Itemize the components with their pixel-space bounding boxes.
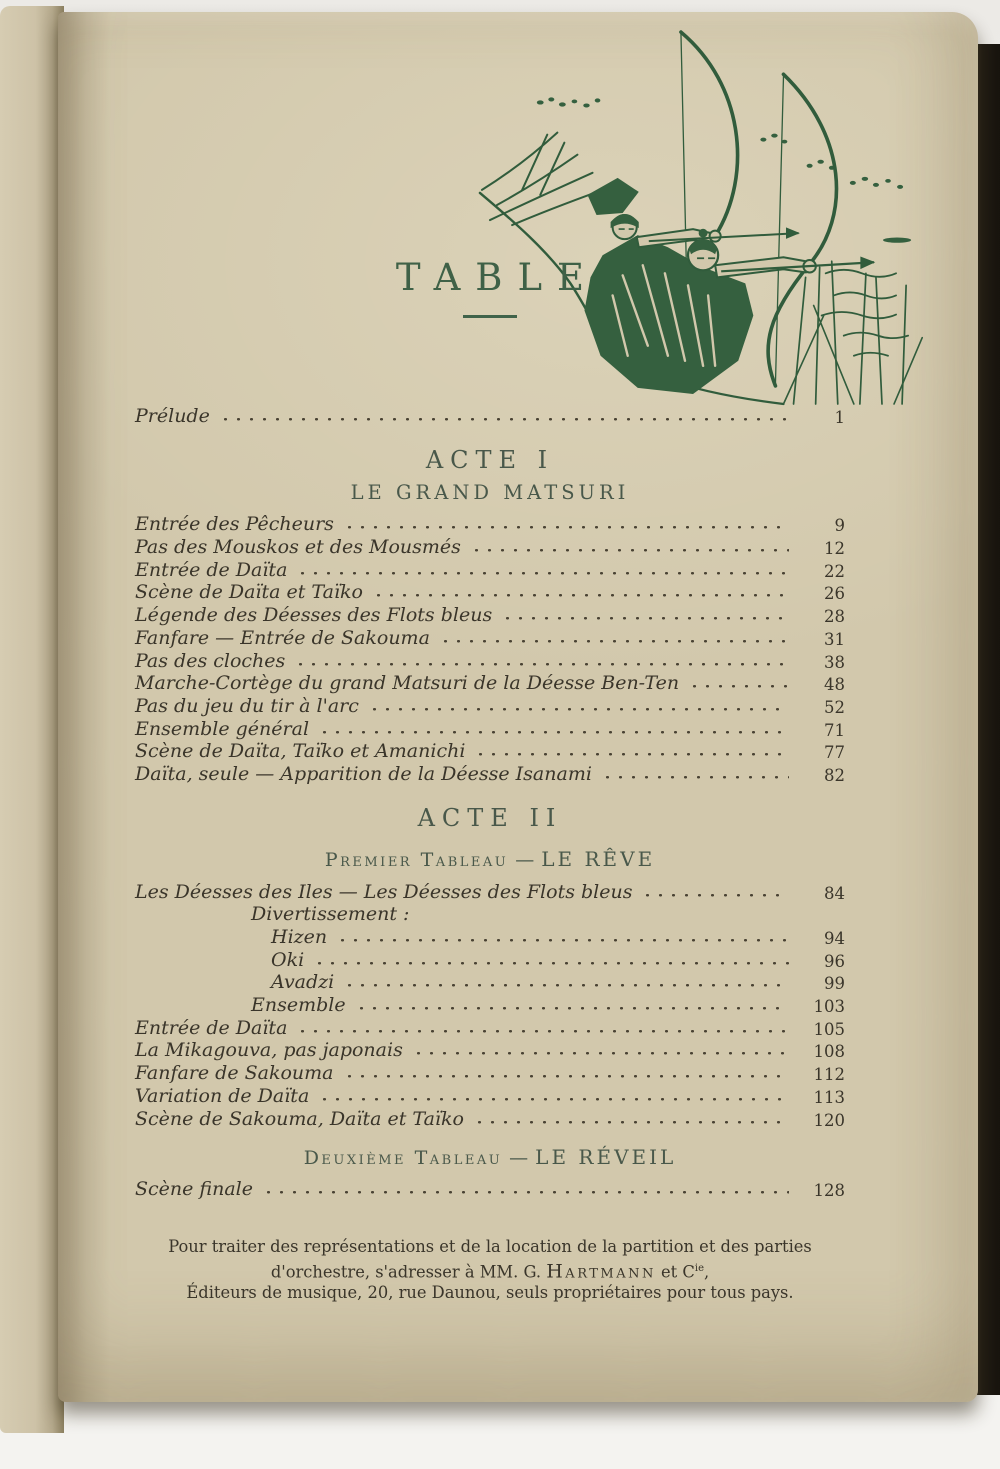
toc-entry-page: 22 [824,561,845,581]
toc-row [135,603,845,626]
toc-row [135,1016,845,1039]
toc-row [135,1061,845,1084]
acte1-heading: ACTE I [425,445,555,474]
dot-leader [318,1092,789,1104]
dot-leader [473,1115,789,1127]
toc-entry-title: Scène de Daïta, Taïko et Amanichi [135,740,466,763]
footer-line-2 [135,1258,845,1283]
toc-row [135,762,845,785]
toc-row [135,717,845,740]
title-rule [463,315,517,318]
dot-leader [501,611,789,623]
tableau1-dash: — [515,848,535,871]
footer-note [135,1236,845,1304]
toc-row [135,626,845,649]
toc-entry-title: Divertissement : [251,903,410,926]
footer-line-1: Pour traiter des représentations et de la location de la partition et des parties [168,1237,812,1256]
book-page [58,12,978,1402]
toc-entry-page: 28 [824,607,845,627]
toc-entry-page: 96 [824,951,845,971]
toc-entry-title: Pas du jeu du tir à l'arc [135,694,359,717]
footer-line-2-text: d'orchestre, s'adresser à MM. G. [270,1261,547,1281]
dot-leader [688,679,789,691]
previous-page-edge [0,6,64,1433]
prelude-rows [135,404,845,427]
toc-entry-title: Oki [271,948,305,971]
dot-leader [296,1024,789,1036]
toc-row [135,672,845,695]
toc-entry-page: 9 [834,516,845,536]
dot-leader [368,702,789,714]
toc-entry-title: Fanfare de Sakouma [135,1062,334,1085]
footer-line-2-post: , [704,1261,710,1281]
toc-entry-title: La Mikagouva, pas japonais [135,1039,403,1062]
toc-entry-page: 48 [824,675,845,695]
tableau2-title: LE RÉVEIL [535,1144,677,1169]
dot-leader [343,978,789,990]
toc-entry-title: Entrée de Daïta [135,558,288,581]
dot-leader [294,657,789,669]
toc-entry-page: 99 [824,974,845,994]
dot-leader [601,770,789,782]
toc-row [135,513,845,536]
acte1-rows [135,513,845,785]
toc-entry-page: 103 [813,997,845,1017]
toc-row [135,558,845,581]
dot-leader [343,1069,789,1081]
tableau1-heading [135,847,845,871]
toc-entry-title: Scène finale [135,1178,253,1201]
toc-row [135,404,845,427]
dot-leader [262,1185,789,1197]
toc-row [135,581,845,604]
toc-entry-page: 1 [834,407,845,427]
toc-row [135,948,845,971]
toc-entry-page: 112 [813,1065,845,1085]
archers-illustration [448,14,928,406]
tableau2-heading [135,1145,845,1169]
toc-entry-title: Légende des Déesses des Flots bleus [135,604,493,627]
toc-entry-title: Variation de Daïta [135,1084,310,1107]
tableau2-label: Deuxième Tableau [303,1146,503,1169]
toc-row [135,694,845,717]
toc-row [135,1084,845,1107]
toc-entry-title: Pas des cloches [135,649,286,672]
toc-entry-page: 128 [813,1181,845,1201]
page-title: TABLE [395,256,600,299]
toc-entry-page: 71 [824,720,845,740]
publisher-name: Hartmann [546,1259,656,1282]
toc-entry-title: Avadzi [271,971,335,994]
toc-entry-title: Marche-Cortège du grand Matsuri de la Déesse Ben-Ten [135,672,680,695]
footer-line-3: Éditeurs de musique, 20, rue Daunou, seuls propriétaires pour tous pays. [186,1283,794,1303]
toc-entry-title: Pas des Mouskos et des Mousmés [135,536,461,559]
toc-entry-title: Daïta, seule — Apparition de la Déesse Isanami [135,762,592,785]
toc-entry-page: 120 [813,1110,845,1130]
dot-leader [474,747,789,759]
dot-leader [355,1001,789,1013]
acte2-heading: ACTE II [417,803,563,832]
dot-leader [318,725,789,737]
toc-entry-title: Prélude [135,404,210,427]
toc-entry-page: 38 [824,652,845,672]
dot-leader [439,634,789,646]
toc-entry-page: 12 [824,539,845,559]
footer-line-2-superscript: ie [694,1262,704,1274]
tableau1-title: LE RÊVE [541,846,656,871]
toc-entry-page: 108 [813,1042,845,1062]
toc-entry-title: Fanfare — Entrée de Sakouma [135,626,430,649]
toc-row [135,971,845,994]
toc-row [135,740,845,763]
toc-row [135,993,845,1016]
toc-entry-page: 94 [824,929,845,948]
title-block [135,256,845,318]
toc-entry-title: Entrée des Pêcheurs [135,513,334,536]
toc-entry-page: 52 [824,697,845,717]
dot-leader [641,888,789,900]
dot-leader [313,956,789,968]
tableau2-dash: — [509,1146,529,1169]
toc-row [135,1039,845,1062]
toc-entry-page: 113 [813,1087,845,1107]
toc-row [135,880,845,903]
toc-row [135,925,845,948]
table-of-contents [135,404,845,1200]
toc-entry-title: Scène de Sakouma, Daïta et Taïko [135,1107,464,1130]
toc-entry-title: Scène de Daïta et Taïko [135,581,363,604]
toc-entry-page: 31 [824,629,845,649]
dot-leader [336,933,789,945]
footer-line-2-mid: et C [655,1261,695,1281]
acte2-rows [135,880,845,1130]
dot-leader [372,588,789,600]
toc-row [135,1107,845,1130]
acte1-subheading: LE GRAND MATSURI [350,480,630,504]
dot-leader [343,520,789,532]
dot-leader [219,412,789,424]
dot-leader [470,543,789,555]
toc-row [135,649,845,672]
toc-entry-title: Ensemble général [135,717,310,740]
tableau2-rows [135,1178,845,1201]
dot-leader [412,1046,789,1058]
toc-entry-page: 105 [813,1019,845,1039]
toc-entry-page: 82 [824,765,845,785]
toc-entry-title: Hizen [271,926,328,948]
toc-entry-title: Ensemble [251,994,346,1017]
toc-row [135,903,845,926]
toc-entry-page: 77 [824,743,845,763]
dot-leader [296,566,789,578]
toc-entry-title: Entrée de Daïta [135,1016,288,1039]
toc-row [135,535,845,558]
toc-entry-page: 84 [824,883,845,903]
toc-entry-title: Les Déesses des Iles — Les Déesses des Flots bleus [135,880,633,903]
toc-row [135,1178,845,1201]
toc-entry-page: 26 [824,584,845,604]
tableau1-label: Premier Tableau [324,848,509,871]
